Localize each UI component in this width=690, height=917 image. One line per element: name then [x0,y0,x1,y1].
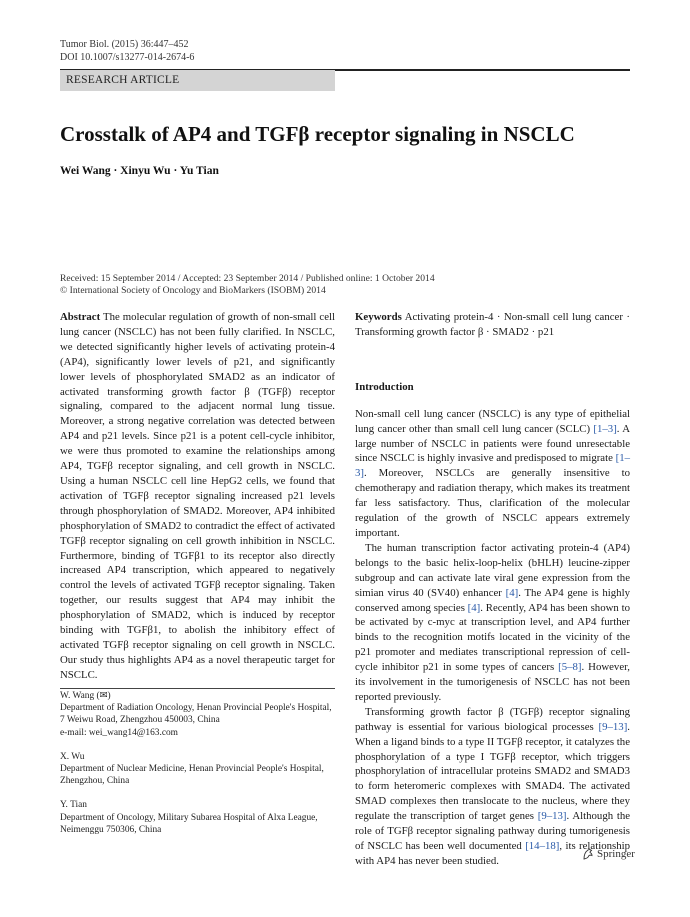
copyright-line: © International Society of Oncology and BioMarkers (ISOBM) 2014 [60,285,326,296]
intro-paragraph-3 [355,705,630,869]
reference-link[interactable]: [5–8] [558,661,582,674]
affiliation-address: Department of Radiation Oncology, Henan Provincial People's Hospital, 7 Weiwu Road, Zhengzhou 450003, China [60,703,332,726]
reference-link[interactable]: [14–18] [525,840,560,852]
reference-link[interactable]: [1–3] [593,422,617,435]
reference-link[interactable]: [4] [505,586,519,599]
text-run: . Although the role of TGFβ receptor signaling pathway during tumorigenesis of NSCLC has been well documented [355,810,631,852]
abstract-label: Abstract [60,311,101,323]
journal-citation: Tumor Biol. (2015) 36:447–452 [60,39,189,50]
text-run: Non-small cell lung cancer (NSCLC) is any type of epithelial lung cancer other than small cell lung cancer (SCLC) [355,407,630,435]
publisher-name: Springer [597,848,635,860]
right-column [355,310,630,869]
intro-paragraph-2 [355,541,630,705]
text-run: . Moreover, NSCLCs are generally insensitive to chemotherapy and radiation therapy, which makes its treatment far less satisfactory. Thus, clarification of the molecular regulation of the growth of NSCLC appears extremely important. [355,467,630,539]
article-type-banner: RESEARCH ARTICLE [60,70,335,91]
text-run: . However, its involvement in the tumorigenesis of NSCLC has not been reported previously. [355,661,630,703]
text-run: Transforming growth factor β (TGFβ) receptor signaling pathway is essential for various biological processes [355,705,630,733]
doi: DOI 10.1007/s13277-014-2674-6 [60,52,195,63]
affiliation-address: Department of Oncology, Military Subarea Hospital of Alxa League, Neimenggu 750306, China [60,812,318,835]
section-heading-introduction: Introduction [355,380,414,393]
text-run: , its relationship with AP4 has never been studied. [355,840,630,867]
affiliations [60,690,335,848]
affiliation-email[interactable]: e-mail: wei_wang14@163.com [60,727,178,738]
keywords-label: Keywords [355,311,402,323]
article-title: Crosstalk of AP4 and TGFβ receptor signaling in NSCLC [60,122,575,146]
intro-paragraph-1 [355,407,630,541]
reference-link[interactable]: [9–13] [537,810,567,823]
abstract-text: The molecular regulation of growth of non-small cell lung cancer (NSCLC) has not been fully clarified. In NSCLC, we detected significantly higher levels of activating protein-4 (AP4), significantly lower levels of p21, and significantly lower levels of phosphorylated SMAD2 as an indicator of activated transforming growth factor β (TGFβ) receptor signaling, compared to the adjacent normal lung tissue. Moreover, a strong negative correlation was detected between AP4 and p21 levels. Since p21 is a potent cell-cycle inhibitor, we were thus promoted to examine the relationships among AP4, TGFβ receptor signaling, and cell growth in NSCLC. Using a human NSCLC cell line HepG2 cells, we found that activation of TGFβ receptor signaling increased p21 levels through phosphorylation of SMAD2. Moreover, AP4 inhibited phosphorylation of SMAD2 to contradict the effect of activated TGFβ receptor signaling on cell growth inhibition in NSCLC. Furthermore, binding of TGFβ1 to its receptor also directly increased AP4 transcription, which appeared to negatively control the levels of activated TGFβ receptor signaling. Taken together, our results suggest that AP4 may inhibit the phosphorylation of SMAD2, which is induced by receptor binding with TGFβ1, to abolish the inhibitory effect of activated TGFβ receptor signaling on cell growth in NSCLC. Our study thus highlights AP4 as a novel therapeutic target for NSCLC. [60,311,335,681]
springer-horse-icon [582,848,594,860]
affiliation-3 [60,799,335,836]
reference-link[interactable]: [1–3] [355,452,630,480]
text-run: . Recently, AP4 has been shown to be activated by c-myc at transcription level, and AP4 further binds to the recognition motifs located in the vicinity of the p21 promoter and mediates transcriptional repression of cell-cycle inhibitor p21 in some types of cancers [355,601,630,674]
abstract [60,310,335,683]
left-column [60,310,335,683]
text-run: The human transcription factor activating protein-4 (AP4) belongs to the basic helix-loop-helix (bHLH) leucine-zipper subgroup and can activate late viral gene expression from the simian virus 40 (SV40) enhancer [355,541,630,599]
affiliation-rule [60,688,335,689]
affiliation-author: X. Wu [60,751,85,762]
affiliation-address: Department of Nuclear Medicine, Henan Provincial People's Hospital, Zhengzhou, China [60,764,324,787]
text-run: . A large number of NSCLC in patients were found unresectable since NSCLC is highly invasive and predisposed to migrate [355,422,631,465]
affiliation-2 [60,751,335,788]
publication-dates [60,273,640,297]
text-run: . The AP4 gene is highly conserved among species [355,586,630,614]
reference-link[interactable]: [4] [467,601,481,614]
journal-meta [60,38,194,64]
keywords [355,310,630,340]
author-list: Wei Wang · Xinyu Wu · Yu Tian [60,165,219,177]
text-run: . When a ligand binds to a type II TGFβ receptor, it catalyzes the phosphorylation of a type I TGFβ receptor, which triggers phosphorylation of intracellular proteins SMAD2 and SMAD3 to form heteromeric complexes with SMAD4. The activated SMAD complexes then translocate to the nucleus, where they regulate the transcription of target genes [355,720,630,823]
affiliation-author: Y. Tian [60,800,87,811]
history-dates: Received: 15 September 2014 / Accepted: 23 September 2014 / Published online: 1 October 2014 [60,273,435,284]
reference-link[interactable]: [9–13] [598,720,628,733]
keywords-text: Activating protein-4 · Non-small cell lung cancer · Transforming growth factor β · SMAD2 · p21 [355,311,631,338]
publisher-logo [582,848,635,860]
affiliation-author: W. Wang (✉) [60,691,111,701]
affiliation-1 [60,690,335,739]
